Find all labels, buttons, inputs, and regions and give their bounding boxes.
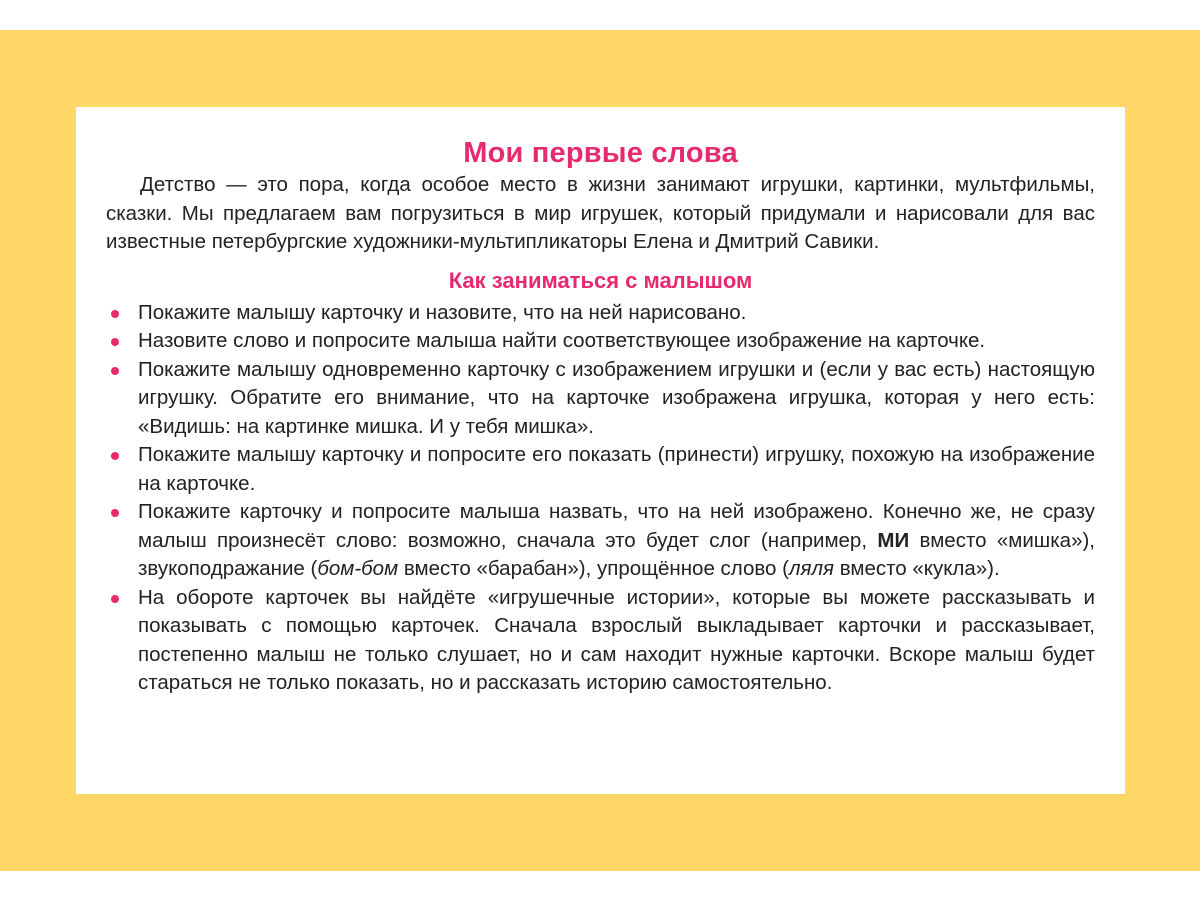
bullet-icon	[111, 509, 119, 517]
tips-list	[106, 299, 1095, 698]
section-title: Как заниматься с малышом	[448, 267, 753, 293]
list-item	[106, 498, 1095, 584]
tip-text: Покажите малышу одновременно карточку с изображением игрушки и (если у вас есть) настоящую игрушку. Обратите его внимание, что на карточке изображена игрушка, которая у него есть: «Видишь: на картинке мишка. И у тебя мишка».	[138, 357, 1095, 438]
tip-text: На обороте карточек вы найдёте «игрушечные истории», которые вы можете рассказывать и показывать с помощью карточек. Сначала взрослый выкладывает карточки и рассказывает, постепенно малыш не только слушает, но и сам находит нужные карточки. Вскоре малыш будет стараться не только показать, но и рассказать историю самостоятельно.	[138, 585, 1095, 694]
content-card	[76, 107, 1125, 794]
list-item	[106, 584, 1095, 698]
bullet-icon	[111, 338, 119, 346]
tip-text-part: вместо «мишка»), звукоподражание (	[138, 528, 1095, 580]
tip-text: Назовите слово и попросите малыша найти соответствующее изображение на карточке.	[138, 329, 986, 352]
bullet-icon	[111, 595, 119, 603]
list-item	[106, 327, 1095, 356]
tip-text-part: вместо «барабан»), упрощённое слово (	[398, 557, 789, 580]
list-item	[106, 441, 1095, 498]
intro-paragraph: Детство — это пора, когда особое место в жизни занимают игрушки, картинки, мультфильмы, сказки. Мы предлагаем вам погрузиться в мир игрушек, который придумали и нарисовали для вас известные петербургские художники-мультипликаторы Елена и Дмитрий Савики.	[106, 173, 1095, 253]
bullet-icon	[111, 452, 119, 460]
bullet-icon	[111, 367, 119, 375]
page-title: Мои первые слова	[463, 137, 738, 169]
onomatopoeia-example: бом-бом	[317, 557, 399, 580]
syllable-example: МИ	[877, 528, 910, 552]
tip-text-part: вместо «кукла»).	[834, 557, 1000, 580]
simplified-word-example: ляля	[788, 557, 835, 580]
tip-text: Покажите малышу карточку и назовите, что на ней нарисовано.	[138, 300, 747, 324]
list-item	[106, 356, 1095, 442]
tip-text: Покажите малышу карточку и попросите его показать (принести) игрушку, похожую на изображение на карточке.	[138, 443, 1095, 495]
list-item	[106, 299, 1095, 328]
tip-text-part: Покажите карточку и попросите малыша назвать, что на ней изображено. Конечно же, не сразу малыш произнесёт слово: возможно, сначала это будет слог (например,	[138, 500, 1095, 552]
bullet-icon	[111, 310, 119, 318]
